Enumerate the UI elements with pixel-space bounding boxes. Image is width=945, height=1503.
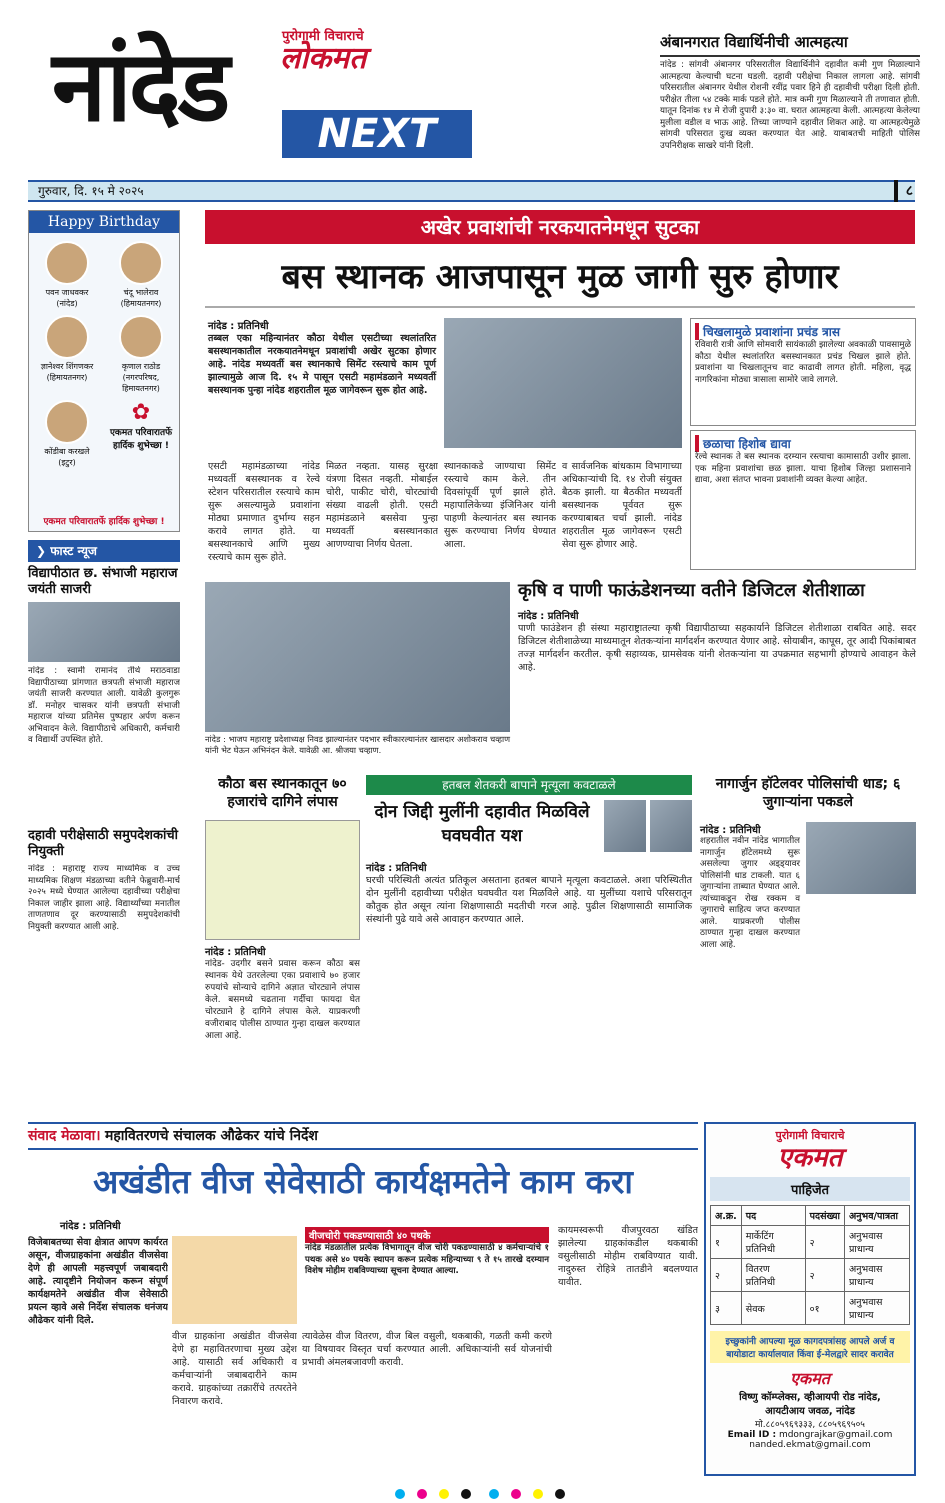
samvad-label: संवाद मेळावा। [28, 1128, 101, 1144]
top-story [660, 32, 920, 172]
student-photo [650, 800, 692, 852]
masthead-title: नांदेड [52, 30, 228, 144]
birthday-person: कृणाल राठोड (नगरपरिषद, हिमायतनगर) [107, 315, 175, 394]
photo-caption: नांदेड : भाजप महाराष्ट्र प्रदेशाध्यक्ष निवड झाल्यानंतर पदभार स्वीकारल्यानंतर खासदार अशोकराव चव्हाण यांनी भेट घेऊन अभिनंदन केले. यावेळी आ. श्रीजया चव्हाण. [205, 734, 510, 755]
person-photo [45, 241, 89, 285]
classified-mobile: मो.८८०५९६९३३३, ८८०५९६९५०५ [755, 1420, 865, 1430]
vacancy-table: अ.क्र. पद पदसंख्या अनुभव/पात्रता १ मार्केटिंग प्रतिनिधी २ अनुभवास प्राधान्य २ वितरण प्रतिनिधी २ अनुभवास प्राधान्य ३ सेवक ०१ अनुभवास प्राधान्य [710, 1205, 910, 1325]
raid-photo [806, 822, 916, 894]
classified-brand: एकमत [777, 1143, 843, 1173]
krushi-headline: कृषि व पाणी फाऊंडेशनच्या वतीने डिजिटल शेतीशाळा [518, 580, 865, 601]
birthday-person: चंदू भालेराव (हिमायतनगर) [107, 241, 175, 309]
fast-news-item-1: विद्यापीठात छ. संभाजी महाराज जयंती साजरी नांदेड : स्वामी रामानंद तीर्थ मराठवाडा विद्यापीठाच्या प्रांगणात छत्रपती संभाजी महाराज जयंती साजरी करण्यात आली. यावेळी कुलगुरू डॉ. मनोहर चासकर यांनी छत्रपती संभाजी महाराज यांच्या प्रतिमेस पुष्पहार अर्पण करून अभिवादन केले. विद्यापीठाचे अधिकारी, कर्मचारी व विद्यार्थी उपस्थित होते. [28, 566, 180, 745]
lead-kicker: अखेर प्रवाशांची नरकयातनेमधून सुटका [205, 210, 915, 244]
fast-news-header: ❯ फास्ट न्यूज [28, 540, 180, 562]
birthday-person: पवन जाधवकर (नांदेड) [33, 241, 101, 309]
samvad-headline: अखंडीत वीज सेवेसाठी कार्यक्षमतेने काम करा [93, 1162, 633, 1201]
samvad-kicker-bar [28, 1122, 698, 1150]
top-story-title: अंबानगरात विद्यार्थिनीची आत्महत्या [660, 32, 920, 57]
fast-news-item-2: दहावी परीक्षेसाठी समुपदेशकांची नियुक्ती नांदेड : महाराष्ट्र राज्य माध्यमिक व उच्च माध्यमिक शिक्षण मंडळाच्या वतीने फेब्रुवारी-मार्च २०२५ मध्ये घेण्यात आलेल्या दहावीच्या परीक्षेचा निकाल जाहीर झाला आहे. विद्यार्थ्यांच्या मनातील ताणतणाव दूर करण्यासाठी समुपदेशकांची नियुक्ती करण्यात आली आहे. [28, 828, 180, 932]
person-photo [45, 400, 89, 444]
classified-pahije: पाहिजेत [710, 1177, 910, 1201]
kautha-headline: कौठा बस स्थानकातून ७० हजारांचे दागिने लंपास [218, 776, 347, 810]
bus-station-photo [444, 318, 682, 448]
kautha-story: नांदेड : प्रतिनिधी नांदेड- उदगीर बसने प्रवास करून कौठा बस स्थानक येथे उतरलेल्या एका प्रवाशाचे ७० हजार रुपयांचे सोन्याचे दागिने अज्ञात चोरट्याने लंपास केले. बसमध्ये चढताना गर्दीचा फायदा घेत चोरट्याने हे दागिने लंपास केले. याप्रकरणी वजीराबाद पोलीस ठाण्यात गुन्हा दाखल करण्यात आला आहे. [205, 947, 360, 1041]
samvad-col-3: त्यावेळेस वीज वितरण, वीज बिल वसुली, थकबाकी, गळती कमी करणे या विषयावर विस्तृत चर्चा करण्यात आली. अधिकाऱ्यांनी सर्व योजनांची प्रभावी अंमलबजावणी करावी. [302, 1331, 552, 1368]
person-photo [45, 315, 89, 359]
chevron-icon: ❯ [36, 544, 51, 558]
nagarjun-headline: नागार्जुन हॉटेलवर पोलिसांची धाड; ६ जुगाऱ्यांना पकडले [715, 776, 901, 810]
classified-ad [704, 1122, 916, 1476]
registration-marks [60, 1484, 900, 1503]
power-theft-box: वीजचोरी पकडण्यासाठी ४० पथके नांदेड मंडळातील प्रत्येक विभागातून वीज चोरी पकडण्यासाठी ४ कर्मचाऱ्यांचे १ पथक असे ४० पथके स्थापन करून प्रत्येक महिन्याच्या ९ ते १५ तारखे दरम्यान विशेष मोहीम राबविण्याच्या सूचना देण्यात आल्या. [302, 1224, 552, 1324]
girls-headline: दोन जिद्दी मुलींनी दहावीत मिळविले घवघवीत यश [374, 802, 590, 846]
lead-col-4: व सार्वजनिक बांधकाम विभागाच्या अधिकाऱ्यांची दि. १४ रोजी संयुक्त बैठक झाली. या बैठकीत मध्यवर्ती बसस्थानक पूर्ववत सुरू करण्याबाबत चर्चा झाली. नांदेड शहरातील मूळ जागेवरून एसटी सेवा सुरू होणार आहे. [562, 461, 682, 550]
masthead-next-logo: NEXT [282, 110, 472, 158]
birthday-header: Happy Birthday [29, 211, 179, 233]
student-photo [604, 800, 646, 852]
lead-headline: बस स्थानक आजपासून मुळ जागी सुरु होणार [205, 248, 915, 308]
masthead-tagline: पुरोगामी विचाराचे [282, 29, 364, 44]
news-photo [28, 602, 180, 662]
felicitation-photo [205, 582, 510, 732]
girls-story: नांदेड : प्रतिनिधी घरची परिस्थिती अत्यंत प्रतिकूल असताना हतबल बापाने मृत्यूला कवटाळले. अशा परिस्थितीत दोन मुलींनी दहावीच्या परीक्षेत घवघवीत यश मिळविले आहे. या मुलींच्या यशाचे परिसरातून कौतुक होत असून त्यांना शिक्षणासाठी मदतीची गरज आहे. पुढील शिक्षणासाठी सामाजिक संस्थांनी पुढे यावे असे आवाहन करण्यात आले. [366, 863, 692, 925]
girls-kicker: हतबल शेतकरी बापाने मृत्यूला कवटाळले [366, 775, 692, 795]
classified-tagline: पुरोगामी विचाराचे [775, 1129, 845, 1142]
birthday-person: कोंडीबा करखले (इटुर) [33, 400, 101, 468]
table-row: २ वितरण प्रतिनिधी २ अनुभवास प्राधान्य [711, 1259, 910, 1292]
samvad-col-4: कायमस्वरूपी वीजपुरवठा खंडित झालेल्या ग्राहकांकडील थकबाकी वसुलीसाठी मोहीम राबविण्यात यावी. नादुरुस्त रोहित्रे तातडीने बदलण्यात यावीत. [558, 1225, 698, 1288]
top-story-body: नांदेड : सांगवी अंबानगर परिसरातील विद्यार्थिनीने दहावीत कमी गुण मिळाल्याने आत्महत्या केल्याची घटना घडली. दहावी परीक्षेचा निकाल लागला आहे. सांगवी परिसरातील अंबानगर येथील रोशनी रवींद्र पवार हिने ही दहावीची परीक्षा दिली होती. परीक्षेत तीला ५४ टक्के मार्क पडले होते. मात्र कमी गुण मिळाल्याने ती तणावात होती. यातून दिनांक १४ मे रोजी दुपारी ३:३० वा. घरात आत्महत्या केली. आत्महत्या केलेल्या मुलीला वडील व भाऊ आहे. तिच्या जाण्याने दहावीत शिकत आहे. या आत्महत्येमुळे सांगवी परिसरात दुःख व्यक्त करण्यात येत आहे. याबाबतची माहिती पोलिस उपनिरीक्षक साखरे यांनी दिली. [660, 60, 920, 151]
krushi-story: नांदेड : प्रतिनिधी पाणी फाउंडेशन ही संस्था महाराष्ट्रातल्या कृषी विद्यापीठाच्या सहकार्याने डिजिटल शेतीशाळा राबवित आहे. सदर डिजिटल शेतीशाळेच्या माध्यमातून शेतकऱ्यांना मार्गदर्शन करण्यात येणार आहे. सोयाबीन, कापूस, तूर आदी पिकांबाबत तज्ज्ञ मार्गदर्शन करतील. कृषी सहाय्यक, ग्रामसेवक यांनी शेतकऱ्यांना या उपक्रमात सहभागी होण्याचे आवाहन केले आहे. [518, 611, 916, 673]
person-photo [119, 241, 163, 285]
nagarjun-story: नांदेड : प्रतिनिधी शहरातील नवीन नांदेड भागातील नागार्जुन हॉटेलमध्ये सुरू असलेल्या जुगार अड्ड्यावर पोलिसांनी धाड टाकली. यात ६ जुगाऱ्यांना ताब्यात घेण्यात आले. त्यांच्याकडून रोख रक्कम व जुगाराचे साहित्य जप्त करण्यात आले. याप्रकरणी पोलीस ठाण्यात गुन्हा दाखल करण्यात आला आहे. [700, 825, 800, 950]
sidebox-harassment: छळाचा हिशोब द्यावा रेल्वे स्थानक ते बस स्थानक दरम्यान रस्त्याचा कामासाठी उशीर झाला. एक महिना प्रवाशांचा छळ झाला. याचा हिशोब जिल्हा प्रशासनाने द्यावा, अशा संतप्त भावना प्रवाशांनी व्यक्त केल्या आहेत. [690, 430, 916, 570]
classified-brand-small: एकमत [790, 1369, 830, 1388]
samvad-col-2: वीज ग्राहकांना अखंडीत वीजसेवा देणे हा महावितरणाचा मुख्य उद्देश आहे. यासाठी सर्व अधिकारी व कर्मचाऱ्यांनी जबाबदारीने काम करावे. ग्राहकांच्या तक्रारींचे तत्परतेने निवारण करावे. [172, 1331, 297, 1407]
page-number: ८ [894, 180, 913, 202]
date-bar [28, 180, 915, 202]
classified-email-2[interactable]: nanded.ekmat@gmail.com [749, 1440, 871, 1450]
lead-col-1: एसटी महामंडळाच्या नांदेड मध्यवर्ती बसस्थानक व रेल्वे स्टेशन परिसरातील रस्त्याचे काम सुरू असल्यामुळे प्रवाशांना मोठ्या प्रमाणात दुर्भाग्य सहन करावे लागत होते. या बसस्थानकाचे आणि मुख्य रस्त्याचे काम सुरू होते. [208, 461, 320, 563]
lead-intro: नांदेड : प्रतिनिधी तब्बल एका महिन्यानंतर कौठा येथील एसटीच्या स्थलांतरित बसस्थानकातील नरकयातनेमधून प्रवाशांची अखेर सुटका होणार आहे. नांदेड मध्यवर्ती बस स्थानकाचे सिमेंट रस्त्याचे काम पूर्ण झाल्यामुळे आज दि. १५ मे पासून एसटी महामंडळाने मध्यवर्ती बसस्थानक पुन्हा नांदेड शहरातील मूळ जागेवरून सुरू होत आहे. [208, 318, 436, 397]
theft-illustration [205, 820, 360, 940]
masthead-brand: लोकमत [280, 41, 367, 76]
table-row: १ मार्केटिंग प्रतिनिधी २ अनुभवास प्राधान्य [711, 1226, 910, 1259]
lead-byline: नांदेड : प्रतिनिधी [208, 321, 269, 332]
person-photo [119, 315, 163, 359]
birthday-footer: एकमत परिवारातर्फे हार्दिक शुभेच्छा ! [43, 517, 165, 527]
classified-note: इच्छुकांनी आपल्या मूळ कागदपत्रांसह आपले अर्ज व बायोडाटा कार्यालयात किंवा ई-मेलद्वारे सादर करावेत [710, 1331, 910, 1363]
classified-email: Email ID : mdongrajkar@gmail.com [727, 1430, 893, 1440]
samvad-byline: नांदेड : प्रतिनिधी [60, 1221, 121, 1232]
lead-col-3: स्थानकाकडे जाण्याचा सिमेंट रस्त्याचे काम केले. तीन दिवसांपूर्वी पूर्ण झाले होते. महापालिकेच्या इंजिनिअर यांनी पाहणी केल्यानंतर बस स्थानक सुरू करण्याचा निर्णय घेण्यात आला. [444, 461, 556, 550]
birthday-wish: ✿ एकमत परिवारातर्फे हार्दिक शुभेच्छा ! [107, 400, 175, 468]
samvad-col-1: विजेबाबतच्या सेवा क्षेत्रात आपण कार्यरत असून, वीजग्राहकांना अखंडीत वीजसेवा देणे ही आपली महत्त्वपूर्ण जबाबदारी आहे. त्यादृष्टीने नियोजन करून संपूर्ण कार्यक्षमतेने अखंडीत वीज सेवेसाठी प्रयत्न व्हावे असे निर्देश संचालक धनंजय औढेकर यांनी दिले. [28, 1237, 168, 1326]
classified-address-1: विष्णु कॉम्प्लेक्स, व्हीआयपी रोड नांदेड, [739, 1392, 881, 1403]
sidebox-mud: चिखलामुळे प्रवाशांना प्रचंड त्रास रविवारी रात्री आणि सोमवारी सायंकाळी झालेल्या अवकाळी पावसामुळे कौठा येथील स्थलांतरित बसस्थानकात प्रचंड चिखल झाले होते. प्रवाशांना या चिखलातूनच वाट काढावी लागत होती. महिला, वृद्ध नागरिकांना मोठ्या त्रासाला सामोरे जावे लागले. [690, 318, 916, 426]
samvad-kicker: महावितरणचे संचालक औढेकर यांचे निर्देश [105, 1128, 318, 1144]
classified-address-2: आयटीआय जवळ, नांदेड [765, 1406, 855, 1417]
table-row: ३ सेवक ०१ अनुभवास प्राधान्य [711, 1292, 910, 1325]
lead-col-2: मिळत नव्हता. यासह सुरक्षा यंत्रणा दिसत नव्हती. मोबाईल चोरी, पाकीट चोरी, चोरट्यांची संख्या वाढली होती. एसटी महामंडळाने बससेवा पुन्हा मध्यवर्ती बसस्थानकात आणण्याचा निर्णय घेतला. [326, 461, 438, 550]
birthday-box [28, 210, 180, 532]
date-line: गुरुवार, दि. १५ मे २०२५ [38, 184, 144, 198]
birthday-person: ज्ञानेश्वर शिंगणकर (हिमायतनगर) [33, 315, 101, 394]
power-line-photo [172, 1236, 297, 1324]
flower-icon: ✿ [131, 400, 151, 425]
